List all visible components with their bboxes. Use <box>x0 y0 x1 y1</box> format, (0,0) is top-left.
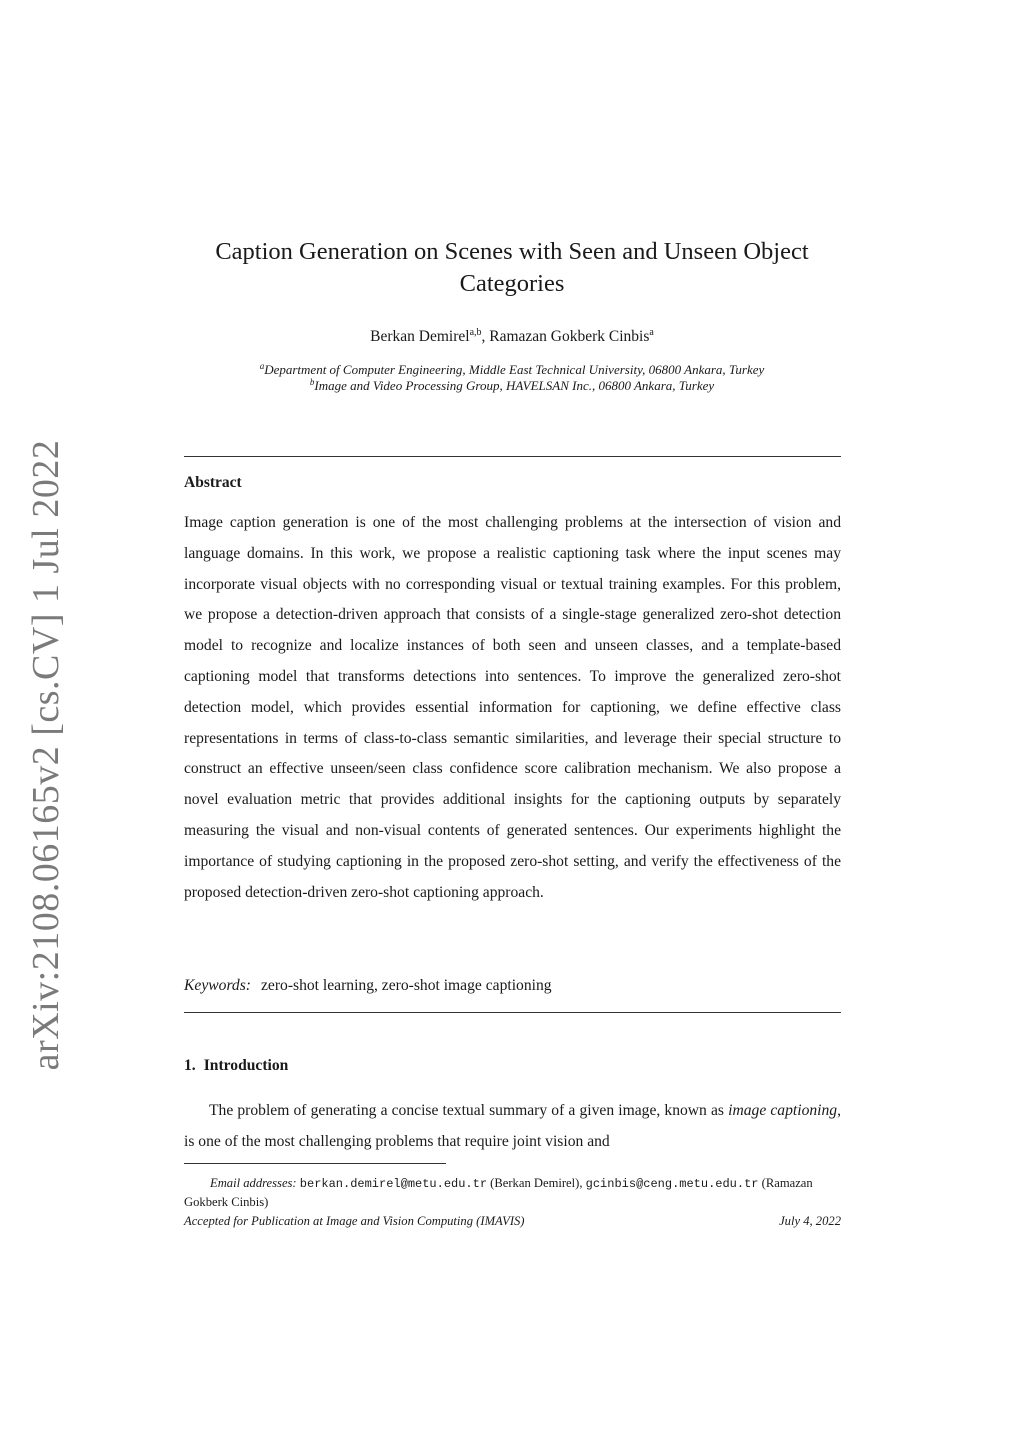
footnote-label: Email addresses: <box>210 1176 297 1190</box>
section-title: Introduction <box>203 1057 289 1074</box>
affiliation-b <box>170 378 854 394</box>
email-link-demirel[interactable]: berkan.demirel@metu.edu.tr <box>299 1177 488 1191</box>
author-affil-mark: a,b <box>469 327 482 338</box>
author-name: Berkan Demirel <box>370 328 470 345</box>
intro-text-start: The problem of generating a concise textual summary of a given image, known as <box>209 1102 729 1119</box>
title-line-2: Categories <box>459 270 565 297</box>
author-name: Ramazan Gokberk Cinbis <box>489 328 650 345</box>
affiliation-a <box>170 362 854 378</box>
abstract-text: Image caption generation is one of the most challenging problems at the intersection of vision and language domains. In this work, we propose a realistic captioning task where the input scenes may incorporate visual objects with no corresponding visual or textual training examples. For this problem, we propose a detection-driven approach that consists of a single-stage generalized zero-shot detection model to recognize and localize instances of both seen and unseen classes, and a template-based captioning model that transforms detections into sentences. To improve the generalized zero-shot detection model, which provides essential information for captioning, we define effective class representations in terms of class-to-class semantic similarities, and leverage their special structure to construct an effective unseen/seen class confidence score calibration mechanism. We also propose a novel evaluation metric that provides additional insights for the captioning outputs by separately measuring the visual and non-visual contents of generated sentences. Our experiments highlight the importance of studying captioning in the proposed zero-shot setting, and verify the effectiveness of the proposed detection-driven zero-shot captioning approach. <box>184 514 841 901</box>
author-affil-mark: a <box>649 327 654 338</box>
abstract-top-rule <box>184 456 841 457</box>
affil-mark: b <box>309 377 315 387</box>
footnote-name-2: (Ramazan Gokberk Cinbis) <box>184 1176 813 1209</box>
author-separator: , <box>481 328 490 345</box>
keywords-line <box>184 975 841 997</box>
journal-note: Accepted for Publication at Image and Vision Computing (IMAVIS) <box>184 1214 525 1228</box>
intro-text-end: , is one of the most challenging problems that require joint vision and <box>184 1102 841 1150</box>
section-heading-introduction <box>184 1057 288 1075</box>
author-list <box>184 327 840 347</box>
abstract-heading: Abstract <box>184 474 242 491</box>
abstract-bottom-rule <box>184 1012 841 1013</box>
paper-title <box>184 236 840 300</box>
section-number: 1. <box>184 1057 196 1074</box>
introduction-paragraph <box>184 1096 841 1158</box>
arxiv-identifier-stamp: arXiv:2108.06165v2 [cs.CV] 1 Jul 2022 <box>25 439 67 1071</box>
publication-date: July 4, 2022 <box>779 1214 841 1228</box>
title-line-1: Caption Generation on Scenes with Seen and Unseen Object <box>215 238 809 265</box>
keywords-label: Keywords: <box>184 977 251 994</box>
keywords-text: zero-shot learning, zero-shot image captioning <box>261 977 552 994</box>
email-footnote <box>184 1174 841 1211</box>
affil-text: Department of Computer Engineering, Middle East Technical University, 06800 Ankara, Turkey <box>264 362 765 377</box>
affil-mark: a <box>259 361 265 371</box>
email-link-cinbis[interactable]: gcinbis@ceng.metu.edu.tr <box>585 1177 759 1191</box>
affil-text: Image and Video Processing Group, HAVELSAN Inc., 06800 Ankara, Turkey <box>314 378 715 393</box>
affiliation-list <box>170 362 854 394</box>
footnote-name-1: (Berkan Demirel), <box>487 1176 586 1190</box>
intro-text-emphasis: image captioning <box>728 1102 838 1119</box>
publication-footer <box>184 1212 841 1230</box>
footnote-rule <box>184 1163 446 1164</box>
